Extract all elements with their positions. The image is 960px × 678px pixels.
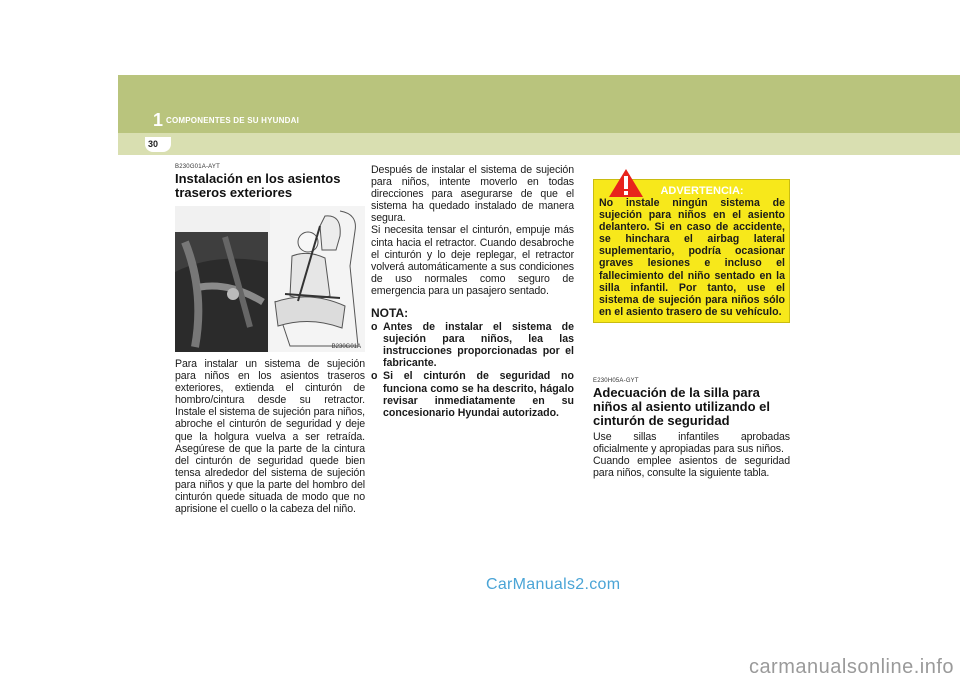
chapter-title: COMPONENTES DE SU HYUNDAI <box>166 116 300 125</box>
note-bullet: o <box>371 370 378 383</box>
section2-paragraph-1: Use sillas infantiles aprobadas oficialmente y apropiadas para sus niños. <box>593 430 790 456</box>
section2-body <box>593 431 790 479</box>
note-text: Antes de instalar el sistema de sujeción para niños, lea las instrucciones proporcionadas por el fabricante. <box>383 321 574 370</box>
figure-code: B230G01A <box>331 344 361 350</box>
section1-body: Para instalar un sistema de sujeción para niños en los asientos traseros exteriores, extienda el cinturón de hombro/cintura desde su retractor. Instale el sistema de sujeción para niños, abroche el cinturón de seguridad y deje que la holgura vuelva a ser retraída. Asegúrese de que la parte de la cintura del cinturón de seguridad quede bien tensa alrededor del sistema de sujeción para niños y que la parte del hombro del cinturón quede situada de modo que no aprisione el cuello o la cabeza del niño. <box>175 358 365 516</box>
child-seat-drawing <box>270 206 365 352</box>
column2-paragraph-1: Después de instalar el sistema de sujeción para niños, intente moverlo en todas direcciones para asegurarse de que el sistema ha quedado instalado de manera segura. <box>371 164 574 225</box>
seatbelt-illustration <box>175 206 365 352</box>
section2-heading: Adecuación de la silla para niños al asiento utilizando el cinturón de seguridad <box>593 384 770 428</box>
footer-band <box>0 658 960 678</box>
note-title: NOTA: <box>371 306 409 321</box>
warning-text: No instale ningún sistema de sujeción para niños en el asiento delantero. Si en caso de accidente, se hinchara el airbag lateral suplementario, podría ocasionar graves lesiones e incluso el fallecimiento del niño sentado en la silla infantil. Por tanto, use el sistema de sujeción para niños sólo en el asiento trasero de su vehículo. <box>599 197 785 318</box>
warning-box <box>593 179 790 323</box>
section2 <box>593 378 790 479</box>
section2-paragraph-2: Cuando emplee asientos de seguridad para niños, consulte la siguiente tabla. <box>593 455 790 480</box>
chapter-number: 1 <box>153 110 164 130</box>
column2-body <box>371 164 574 297</box>
seat-photo <box>175 232 268 352</box>
exclamation-triangle-icon <box>608 168 644 198</box>
note-bullet: o <box>371 321 378 334</box>
header-strip <box>118 133 960 155</box>
column2-paragraph-2: Si necesita tensar el cinturón, empuje más cinta hacia el retractor. Cuando desabroche el cinturón y lo deje replegar, el retractor volverá automáticamente a sus condiciones de uso normales como seguro de emergencia para un pasajero sentado. <box>371 224 574 297</box>
note-item <box>371 370 574 418</box>
note-item <box>371 321 574 369</box>
page-number: 30 <box>148 139 159 149</box>
watermark-link[interactable]: CarManuals2.com <box>486 576 621 593</box>
section1-heading: Instalación en los asientos traseros exteriores <box>175 171 341 200</box>
column-1 <box>175 164 365 515</box>
warning-title: ADVERTENCIA: <box>660 185 744 197</box>
column-2 <box>371 164 574 420</box>
section1-code: B230G01A-AYT <box>175 164 220 170</box>
note-text: Si el cinturón de seguridad no funciona como se ha descrito, hágalo revisar inmediatamente en su concesionario Hyundai autorizado. <box>383 370 574 419</box>
column-3 <box>593 179 790 479</box>
section2-code: E230H05A-GYT <box>593 377 639 384</box>
footer-watermark[interactable]: carmanualsonline.info <box>748 656 954 678</box>
